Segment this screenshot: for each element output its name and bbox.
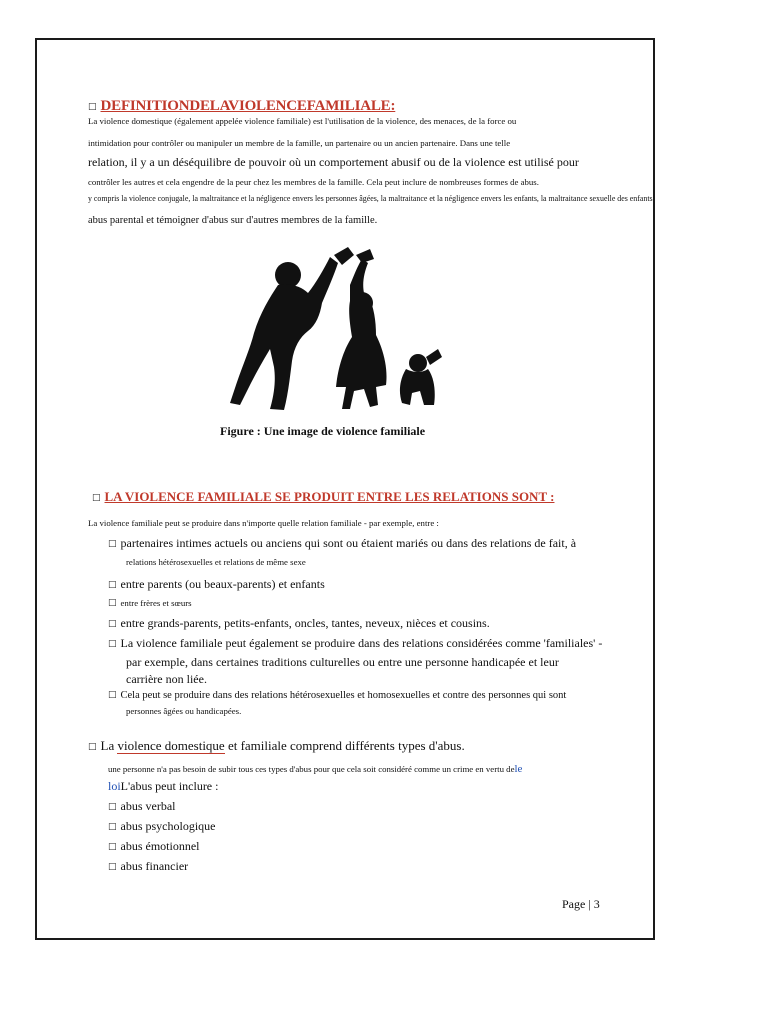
list-item-continuation: carrière non liée. [126, 672, 207, 686]
bullet-icon: □ [108, 639, 117, 649]
bullet-icon: □ [108, 802, 117, 812]
bullet-icon: □ [108, 690, 117, 700]
heading-definition: □ DEFINITIONDELAVIOLENCEFAMILIALE: [88, 98, 396, 114]
man-head [275, 262, 301, 288]
list-item-continuation: par exemple, dans certaines traditions culturelles ou entre une personne handicapée et leur [126, 655, 559, 669]
types-heading: □ La violence domestique et familiale comprend différents types d'abus. [88, 738, 465, 753]
list-item-continuation: personnes âgées ou handicapées. [126, 706, 242, 716]
bullet-icon: □ [108, 619, 117, 629]
bullet-icon: □ [108, 598, 117, 608]
list-item: □ Cela peut se produire dans des relations hétérosexuelles et homosexuelles et contre des personnes qui sont [108, 690, 567, 701]
bullet-icon: □ [92, 493, 101, 503]
bullet-icon: □ [88, 742, 97, 752]
list-item: □ partenaires intimes actuels ou anciens qui sont ou étaient mariés ou dans des relations de fait, à [108, 536, 577, 550]
list-item: □ entre parents (ou beaux-parents) et enfants [108, 577, 325, 591]
abuse-type-item: □ abus verbal [108, 799, 176, 813]
list-item: □ entre frères et sœurs [108, 598, 192, 608]
woman-body [336, 259, 387, 409]
definition-line-1: La violence domestique (également appelée violence familiale) est l'utilisation de la violence, des menaces, de la force ou [88, 116, 517, 126]
types-note-line-2: loiL'abus peut inclure : [108, 779, 219, 793]
bullet-icon: □ [108, 580, 117, 590]
bullet-icon: □ [108, 822, 117, 832]
abuse-type-item: □ abus financier [108, 859, 189, 873]
definition-line-2: intimidation pour contrôler ou manipuler un membre de la famille, un partenaire ou un ancien partenaire. Dans une telle [88, 138, 511, 148]
list-item: □ entre grands-parents, petits-enfants, oncles, tantes, neveux, nièces et cousins. [108, 616, 490, 630]
child-body [400, 369, 435, 405]
relations-intro: La violence familiale peut se produire dans n'importe quelle relation familiale - par exemple, entre : [88, 518, 439, 528]
child-head [409, 354, 427, 372]
types-note-line-1: une personne n'a pas besoin de subir tous ces types d'abus pour que cela soit considéré comme un crime en vertu dele [108, 763, 523, 775]
family-violence-silhouette [230, 245, 445, 413]
definition-line-4: contrôler les autres et cela engendre de la peur chez les membres de la famille. Cela peut inclure de nombreuses formes de abus. [88, 177, 539, 187]
violence-domestique-link[interactable]: violence domestique [117, 738, 225, 753]
figure-caption: Figure : Une image de violence familiale [220, 424, 426, 438]
bullet-icon: □ [88, 102, 97, 112]
definition-line-5: y compris la violence conjugale, la maltraitance et la négligence envers les personnes âgées, la maltraitance et la négligence envers les enfants, la maltraitance sexuelle des enfants [88, 194, 653, 203]
definition-line-6: abus parental et témoigner d'abus sur d'autres membres de la famille. [88, 215, 378, 226]
list-item: □ La violence familiale peut également se produire dans des relations considérées comme 'familiales' - [108, 636, 603, 650]
page-number: Page | 3 [562, 897, 600, 911]
woman-raised-hand [356, 249, 374, 263]
bullet-icon: □ [108, 842, 117, 852]
bullet-icon: □ [108, 539, 117, 549]
list-item-continuation: relations hétérosexuelles et relations de même sexe [126, 557, 306, 567]
abuse-type-item: □ abus psychologique [108, 819, 216, 833]
heading-relations: □ LA VIOLENCE FAMILIALE SE PRODUIT ENTRE LES RELATIONS SONT : [92, 489, 555, 504]
child-arm [426, 349, 442, 365]
definition-line-3: relation, il y a un déséquilibre de pouvoir où un comportement abusif ou de la violence est utilisé pour [88, 155, 579, 169]
bullet-icon: □ [108, 862, 117, 872]
abuse-type-item: □ abus émotionnel [108, 839, 200, 853]
